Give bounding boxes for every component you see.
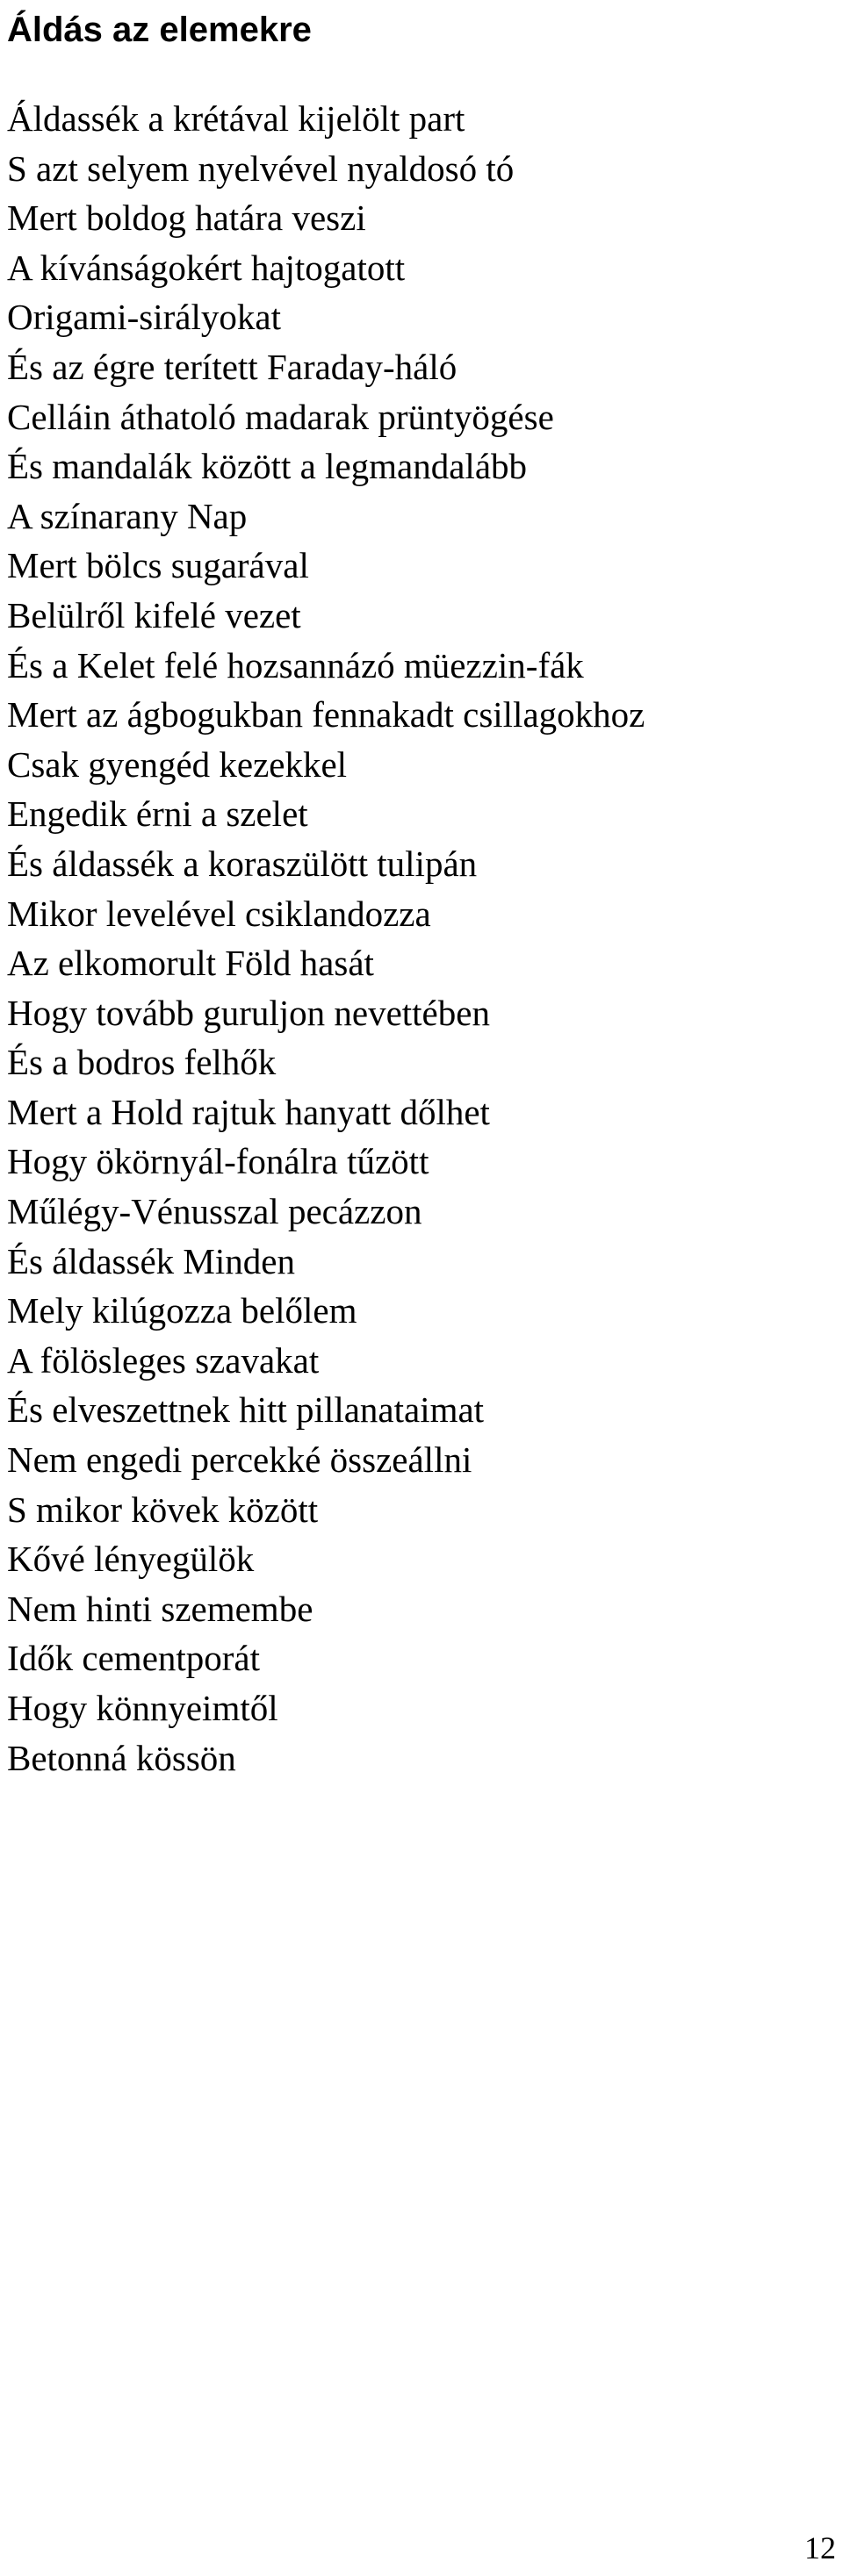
poem-line: Mely kilúgozza belőlem [7, 1290, 357, 1331]
poem-line: Mert az ágbogukban fennakadt csillagokhoz [7, 694, 645, 735]
poem-line: És a Kelet felé hozsannázó müezzin-fák [7, 644, 584, 685]
poem-line: A színarany Nap [7, 495, 248, 536]
poem-line: S azt selyem nyelvével nyaldosó tó [7, 147, 515, 189]
poem-line: Áldassék a krétával kijelölt part [7, 98, 465, 139]
poem-line: Belülről kifelé vezet [7, 594, 301, 635]
poem-line: S mikor kövek között [7, 1489, 319, 1530]
poem-line: A kívánságokért hajtogatott [7, 247, 406, 288]
poem-line: És áldassék Minden [7, 1240, 295, 1281]
poem-line: És a bodros felhők [7, 1042, 277, 1083]
poem-line: Mert boldog határa veszi [7, 197, 366, 239]
poem-line: Kővé lényegülök [7, 1539, 255, 1580]
poem-line: Idők cementporát [7, 1638, 261, 1679]
poem-line: Műlégy-Vénusszal pecázzon [7, 1191, 422, 1232]
poem-body [7, 94, 645, 1783]
poem-line: A fölösleges szavakat [7, 1339, 320, 1381]
poem-line: Mert bölcs sugarával [7, 545, 309, 586]
poem-line: Betonná kössön [7, 1737, 236, 1778]
poem-line: És elveszettnek hitt pillanataimat [7, 1389, 485, 1431]
poem-line: Mert a Hold rajtuk hanyatt dőlhet [7, 1091, 490, 1132]
poem-line: Hogy ökörnyál-fonálra tűzött [7, 1141, 429, 1182]
poem-line: Origami-sirályokat [7, 297, 281, 338]
poem-line: És áldassék a koraszülött tulipán [7, 843, 478, 884]
poem-line: És mandalák között a legmandalább [7, 446, 528, 487]
page-number: 12 [804, 2530, 836, 2565]
poem-line: És az égre terített Faraday-háló [7, 346, 458, 387]
poem-line: Engedik érni a szelet [7, 793, 308, 835]
poem-line: Celláin áthatoló madarak prüntyögése [7, 396, 554, 437]
poem-line: Nem engedi percekké összeállni [7, 1439, 472, 1481]
poem-line: Hogy könnyeimtől [7, 1688, 278, 1728]
poem-line: Az elkomorult Föld hasát [7, 943, 374, 984]
poem-line: Csak gyengéd kezekkel [7, 743, 348, 785]
poem-line: Hogy tovább guruljon nevettében [7, 992, 490, 1033]
poem-title: Áldás az elemekre [7, 11, 312, 49]
poem-line: Mikor levelével csiklandozza [7, 893, 431, 934]
poem-line: Nem hinti szemembe [7, 1588, 313, 1629]
